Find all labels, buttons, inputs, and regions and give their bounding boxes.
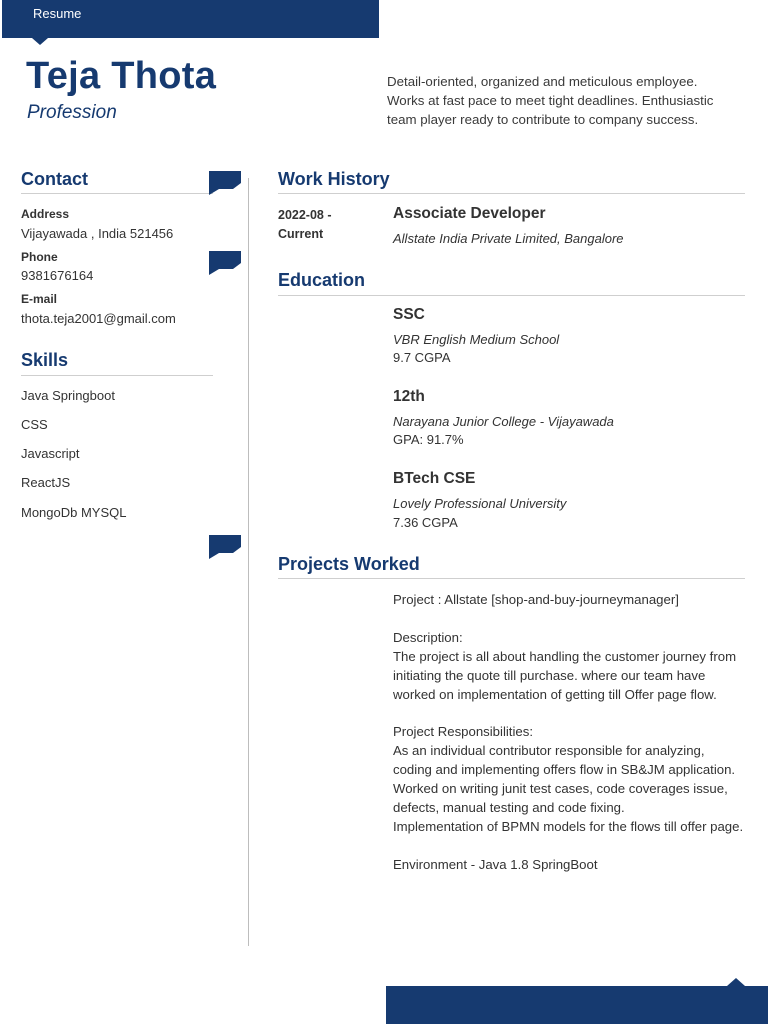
- email-value[interactable]: thota.teja2001@gmail.com: [21, 311, 176, 326]
- skill-item: MongoDb MYSQL: [21, 505, 127, 520]
- education-school: Narayana Junior College - Vijayawada: [393, 414, 614, 429]
- education-school: VBR English Medium School: [393, 332, 560, 347]
- job-title: Associate Developer: [393, 205, 546, 222]
- footer-bar-notch: [727, 978, 745, 986]
- phone-value: 9381676164: [21, 268, 94, 283]
- skill-item: ReactJS: [21, 475, 71, 490]
- address-label: Address: [21, 207, 70, 221]
- education-divider: [278, 295, 745, 296]
- education-score: GPA: 91.7%: [393, 432, 464, 447]
- education-school: Lovely Professional University: [393, 496, 567, 511]
- skills-divider: [21, 375, 213, 376]
- section-flag-icon: [209, 251, 241, 275]
- company-name: Allstate India Private Limited, Bangalore: [393, 231, 624, 246]
- section-flag-icon: [209, 535, 241, 559]
- education-degree: SSC: [393, 306, 425, 323]
- candidate-profession: Profession: [27, 102, 117, 123]
- education-score: 7.36 CGPA: [393, 515, 458, 530]
- work-history-divider: [278, 193, 745, 194]
- education-heading: Education: [278, 270, 366, 290]
- work-date-end: Current: [278, 227, 324, 241]
- projects-description: Project : Allstate [shop-and-buy-journeymanager] Description: The project is all about handling the customer journey from initiating the quote till purchase. where our team have worked on implementation of getting till Offer page flow. Project Responsibilities: As an individual contributor responsible for analyzing, coding and implementing offers flow in SB&JM application. Worked on writing junit test cases, code coverages issue, defects, manual testing and code fixing. Implementation of BPMN models for the flows till offer page. Environment - Java 1.8 SpringBoot: [393, 592, 744, 872]
- document-tab-label: Resume: [33, 6, 82, 21]
- projects-heading: Projects Worked: [278, 554, 420, 574]
- work-history-heading: Work History: [278, 169, 390, 189]
- column-divider: [248, 178, 249, 946]
- candidate-name: Teja Thota: [26, 55, 217, 97]
- work-date-start: 2022-08 -: [278, 208, 332, 222]
- skills-heading: Skills: [21, 350, 69, 370]
- section-flag-icon: [209, 171, 241, 195]
- header-bar: [2, 0, 379, 38]
- contact-divider: [21, 193, 213, 194]
- professional-summary: Detail-oriented, organized and meticulous employee. Works at fast pace to meet tight deadlines. Enthusiastic team player ready to contribute to company success.: [387, 74, 714, 127]
- header-bar-notch: [32, 38, 48, 45]
- email-label: E-mail: [21, 292, 58, 306]
- address-value: Vijayawada , India 521456: [21, 226, 174, 241]
- skill-item: CSS: [21, 417, 48, 432]
- phone-label: Phone: [21, 250, 58, 264]
- education-degree: BTech CSE: [393, 470, 476, 487]
- education-score: 9.7 CGPA: [393, 350, 451, 365]
- projects-divider: [278, 578, 745, 579]
- footer-bar: [386, 986, 768, 1024]
- contact-heading: Contact: [21, 169, 88, 189]
- skill-item: Java Springboot: [21, 388, 115, 403]
- skill-item: Javascript: [21, 446, 80, 461]
- education-degree: 12th: [393, 388, 425, 405]
